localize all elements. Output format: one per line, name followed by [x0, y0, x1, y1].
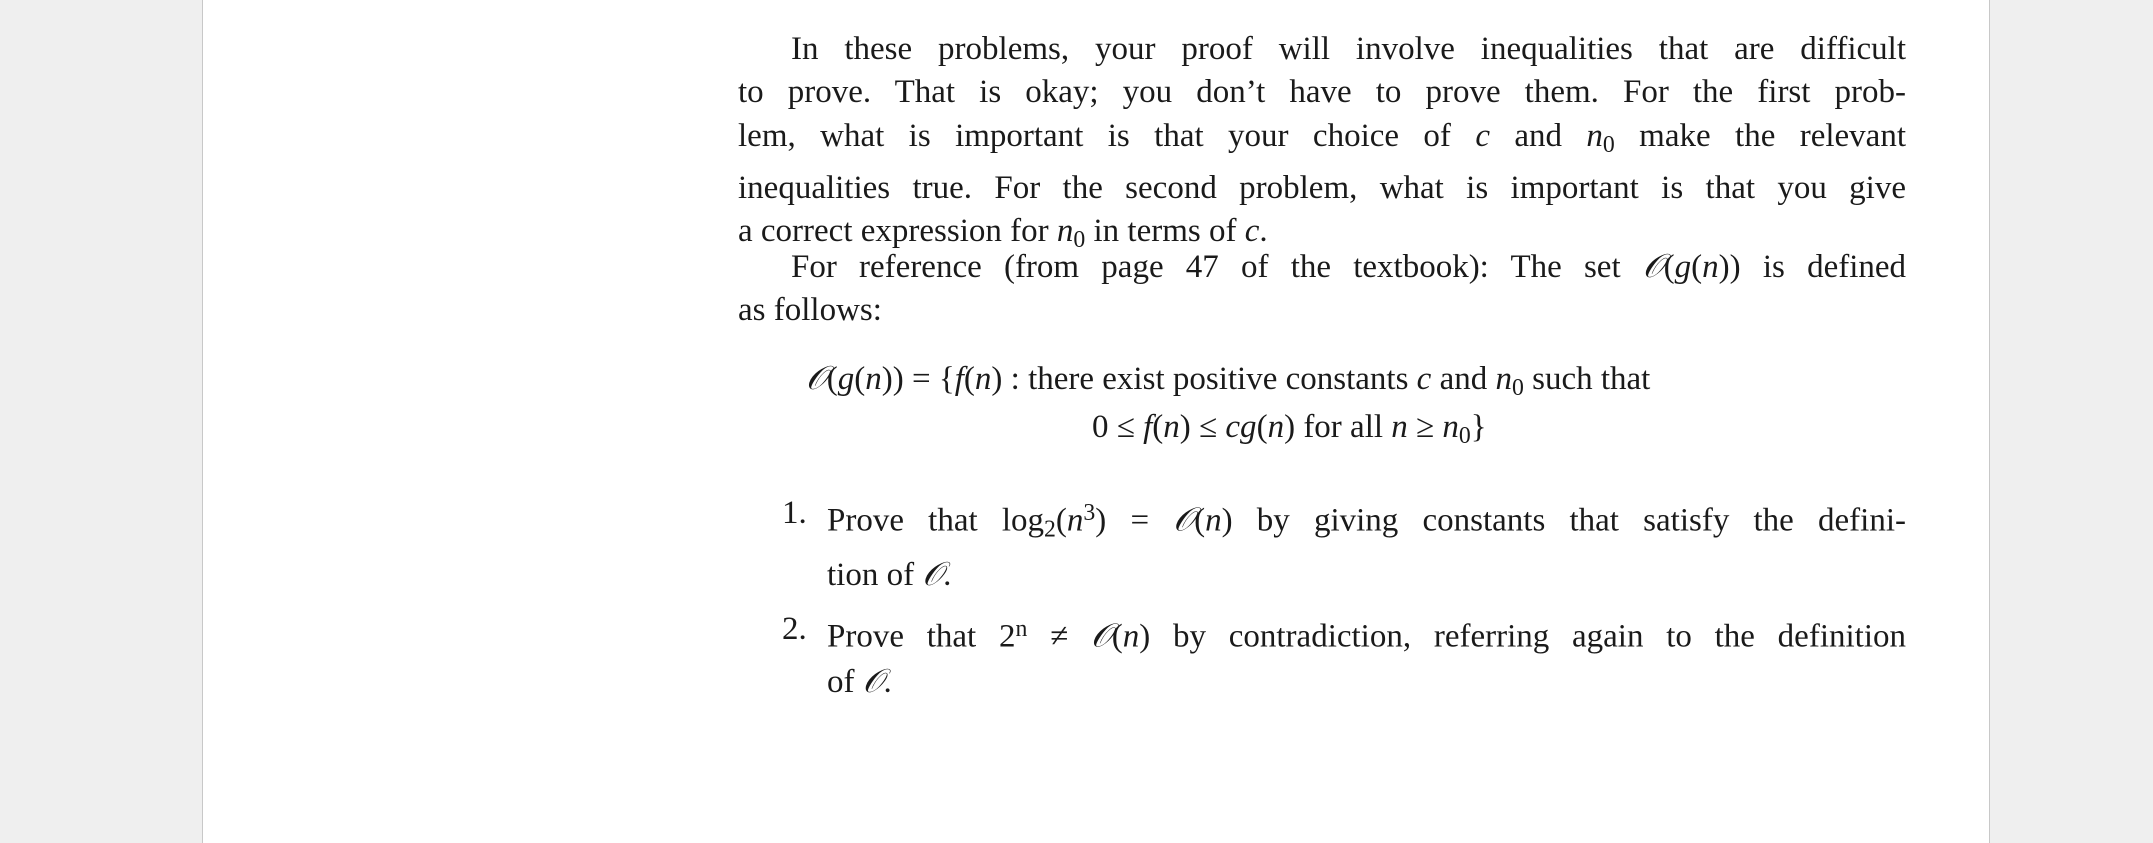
problem-2-text-a: Prove that 2: [827, 618, 1016, 655]
definition-text-2: such that: [1532, 361, 1651, 397]
intro-line-5-text-b: in terms of: [1093, 213, 1237, 250]
definition-line-1: 𝒪(g(n)) = {f(n) : there exist positive constants c and $n_0$ such that: [806, 358, 1651, 401]
intro-line-3-text-a: lem, what is important is that your choice of: [738, 117, 1451, 154]
math-n0: [1586, 117, 1615, 158]
definition-text-1: there exist positive constants: [1028, 361, 1409, 397]
reference-line-2: as follows:: [738, 292, 882, 329]
math-n: n: [1586, 117, 1603, 154]
problem-2-text-b: by contradiction, referring again to the definition: [1173, 618, 1906, 655]
math-O: 𝒪: [1090, 615, 1112, 655]
problem-1-line-1: Prove that $\log_2(n^3)$ = 𝒪(n) by giving constants that satisfy the defini-: [827, 499, 1906, 543]
problem-1-line-2: tion of 𝒪.: [827, 553, 952, 593]
math-sub-0: 0: [1602, 131, 1615, 158]
intro-line-3-text-b: make the relevant: [1639, 117, 1906, 154]
problem-2-body: [827, 608, 1906, 704]
reference-text-b: is defined: [1762, 249, 1907, 285]
reference-line-1: [738, 244, 1906, 289]
math-c-2: c: [1244, 213, 1260, 250]
definition-for-all: for all: [1303, 409, 1384, 445]
intro-line-2: to prove. That is okay; you don’t have to prove them. For the first prob-: [738, 74, 1906, 111]
math-sub-0: 0: [1073, 227, 1086, 254]
math-n: n: [1702, 249, 1719, 285]
intro-line-5-text-a: a correct expression for: [738, 213, 1049, 250]
reference-text-a: For reference (from page 47 of the textbook): The set: [791, 249, 1621, 285]
definition-line-2: 0 ≤ f(n) ≤ cg(n) for all $n \ge n_0$}: [1092, 409, 1487, 449]
problem-1-text-b: by giving constants that satisfy the defini-: [1256, 502, 1906, 539]
math-O: 𝒪: [1173, 499, 1195, 539]
problem-1-text-c: tion of: [827, 556, 915, 593]
definition-close-brace: }: [1470, 409, 1487, 445]
math-O: 𝒪: [862, 660, 884, 700]
problem-1-text-a: Prove that log: [827, 502, 1045, 539]
document-page: [202, 0, 1990, 843]
intro-paragraph: [738, 28, 1906, 262]
math-sub-0: 0: [1511, 374, 1524, 401]
problem-2-text-c: of: [827, 663, 855, 700]
math-sub-2: 2: [1044, 516, 1056, 543]
math-sup-3: 3: [1083, 500, 1096, 526]
problem-1-number: 1.: [782, 495, 807, 531]
problem-2-line-2: of 𝒪.: [827, 660, 892, 700]
definition-and: and: [1439, 361, 1488, 397]
math-O-g-n: 𝒪(g(n)): [1642, 246, 1741, 285]
math-O: 𝒪: [806, 358, 827, 397]
intro-line-3-and: and: [1514, 117, 1563, 154]
problem-2-number: 2.: [782, 611, 807, 647]
math-n: n: [1056, 213, 1074, 250]
reference-paragraph: [738, 244, 1906, 333]
intro-line-3: [738, 115, 1906, 167]
math-sub-0: 0: [1458, 422, 1471, 449]
math-O: 𝒪: [922, 553, 944, 593]
problem-1-body: [827, 492, 1906, 597]
math-O: 𝒪: [1642, 246, 1664, 285]
math-c: c: [1475, 117, 1490, 154]
intro-line-4: inequalities true. For the second problem, what is important is that you give: [738, 169, 1906, 206]
problem-2-line-1: Prove that $2^n$ ≠ 𝒪(n) by contradiction, referring again to the definition: [827, 615, 1906, 655]
math-c: c: [1416, 361, 1432, 397]
math-sup-n: n: [1015, 616, 1028, 642]
period: .: [1259, 213, 1268, 250]
intro-line-1: In these problems, your proof will involve inequalities that are difficult: [791, 31, 1906, 67]
